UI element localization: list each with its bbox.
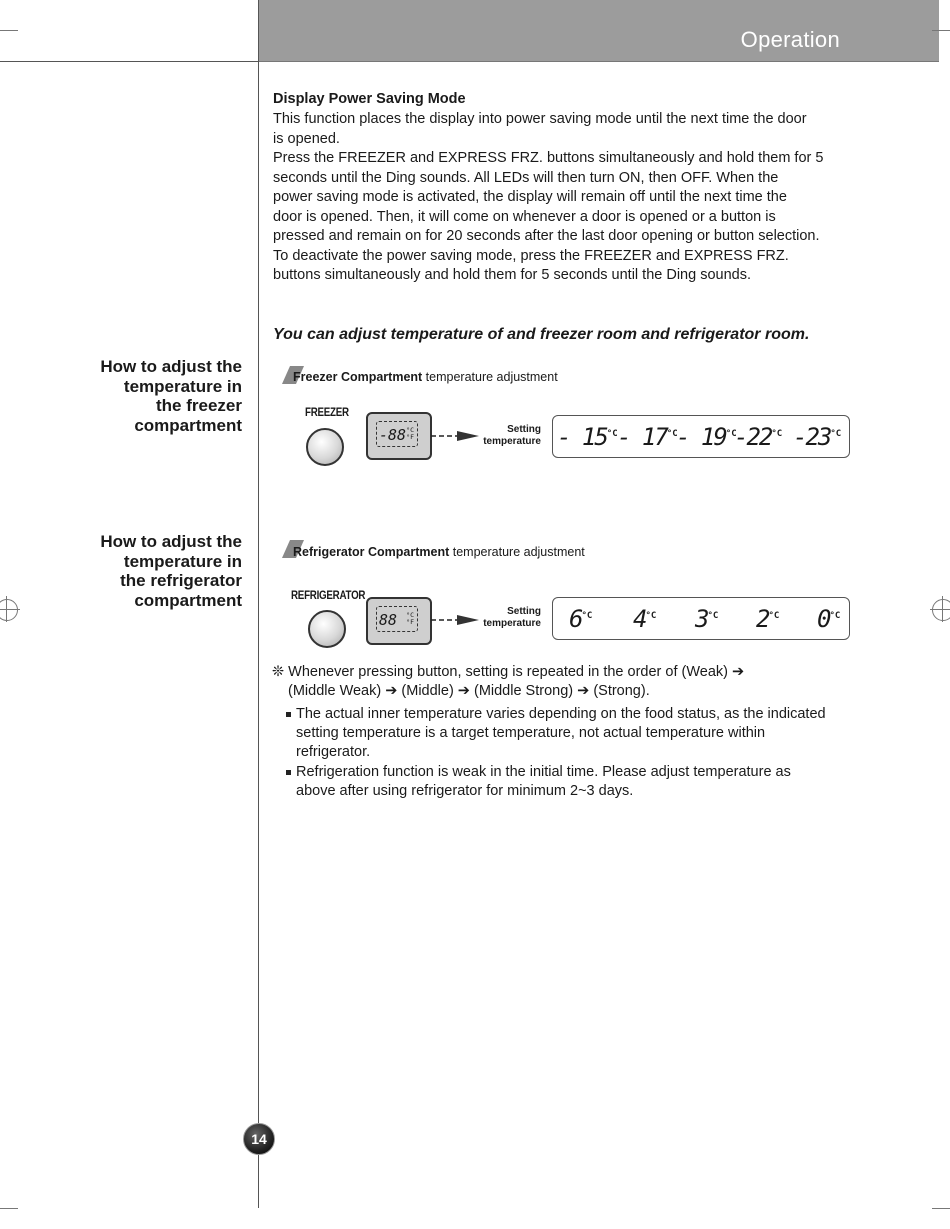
side-heading-line: the freezer <box>156 396 242 415</box>
freezer-title-bold: Freezer Compartment <box>293 370 423 384</box>
temp-value: $-23^{^\circ C}$ <box>793 423 842 451</box>
refrigerator-compartment-title <box>293 545 585 559</box>
temp-value: - $15^{^\circ C}$ <box>557 423 618 451</box>
refrigerator-button[interactable] <box>308 610 346 648</box>
freezer-compartment-title <box>293 370 558 384</box>
refrigerator-button-label: REFRIGERATOR <box>291 590 366 602</box>
section-heading-power-saving: Display Power Saving Mode <box>273 91 466 107</box>
registration-line-left <box>0 609 20 610</box>
temp-value: $4^{^\circ C}$ <box>633 605 657 633</box>
lcd-unit-fahrenheit: °F <box>406 433 414 441</box>
temp-value: $6^{^\circ C}$ <box>569 605 593 633</box>
crop-mark <box>0 1208 18 1209</box>
bullet-marker <box>286 770 291 775</box>
top-rule-left <box>0 61 259 62</box>
crop-mark <box>932 1208 950 1209</box>
freezer-button-label: FREEZER <box>305 407 349 419</box>
registration-line-right <box>930 609 950 610</box>
power-saving-paragraph <box>273 110 843 286</box>
temp-value: - $19^{^\circ C}$ <box>676 423 737 451</box>
arrow-icon <box>431 612 481 628</box>
temp-value: $0^{^\circ C}$ <box>817 605 841 633</box>
bullet-item <box>287 705 827 762</box>
registration-mark-left <box>0 599 18 621</box>
refrigerator-title-rest: temperature adjustment <box>449 545 585 559</box>
note-line-1: ❊ Whenever pressing button, setting is repeated in the order of (Weak) ➔ <box>272 664 745 680</box>
lcd-unit-celsius: °C <box>406 426 414 434</box>
setting-label-line: Setting <box>507 606 541 617</box>
side-heading-line: compartment <box>134 415 242 435</box>
paragraph-line: power saving mode is activated, the display will remain off until the next time the <box>273 189 787 205</box>
refrigerator-temperature-sequence <box>552 597 850 640</box>
lcd-digits: 88 <box>379 611 398 629</box>
bullet-item <box>287 763 827 801</box>
column-divider <box>258 0 259 1208</box>
top-rule-right <box>259 61 939 62</box>
side-heading-line: How to adjust the <box>100 357 242 376</box>
temp-value: $-22^{^\circ C}$ <box>734 423 783 451</box>
adjust-temperature-heading: You can adjust temperature of and freezer room and refrigerator room. <box>273 326 810 343</box>
refrigerator-title-bold: Refrigerator Compartment <box>293 545 450 559</box>
arrow-icon <box>431 428 481 444</box>
registration-line-right <box>942 596 943 622</box>
bullet-marker <box>286 712 291 717</box>
setting-label-line: Setting <box>507 424 541 435</box>
side-heading-line: How to adjust the <box>100 532 242 551</box>
freezer-temperature-sequence <box>552 415 850 458</box>
lcd-inner <box>376 606 418 632</box>
side-heading-line: temperature in <box>123 376 242 396</box>
temp-value: $2^{^\circ C}$ <box>756 605 780 633</box>
crop-mark <box>0 30 18 31</box>
paragraph-line: is opened. <box>273 130 340 147</box>
crop-mark <box>932 30 950 31</box>
temp-value: - $17^{^\circ C}$ <box>617 423 678 451</box>
side-heading-refrigerator <box>22 532 242 610</box>
freezer-lcd-display <box>366 412 432 460</box>
lcd-unit-celsius: °C <box>406 611 414 619</box>
side-heading-line: compartment <box>134 590 242 610</box>
bullet-text: Refrigeration function is weak in the initial time. Please adjust temperature as above after using refrigerator for minimum 2~3 days. <box>296 764 791 799</box>
registration-line-left <box>6 596 7 622</box>
lcd-unit-fahrenheit: °F <box>406 618 414 626</box>
side-heading-line: temperature in <box>123 551 242 571</box>
paragraph-line: This function places the display into power saving mode until the next time the door <box>273 111 807 127</box>
paragraph-line: Press the FREEZER and EXPRESS FRZ. buttons simultaneously and hold them for 5 <box>273 150 824 166</box>
setting-label-line: temperature <box>483 618 541 629</box>
paragraph-line: seconds until the Ding sounds. All LEDs will then turn ON, then OFF. When the <box>273 169 779 186</box>
side-heading-freezer <box>22 357 242 435</box>
paragraph-line: pressed and remain on for 20 seconds after the last door opening or button selection. <box>273 228 820 244</box>
setting-label-line: temperature <box>483 436 541 447</box>
temp-value: $3^{^\circ C}$ <box>695 605 719 633</box>
lcd-digits: -88 <box>379 426 407 444</box>
paragraph-line: buttons simultaneously and hold them for 5 seconds until the Ding sounds. <box>273 267 751 283</box>
paragraph-line: door is opened. Then, it will come on whenever a door is opened or a button is <box>273 208 776 225</box>
bullet-text: The actual inner temperature varies depending on the food status, as the indicated setting temperature is a target temperature, not actual temperature within refrigerator. <box>296 706 826 760</box>
paragraph-line: To deactivate the power saving mode, press the FREEZER and EXPRESS FRZ. <box>273 247 789 264</box>
setting-temperature-label <box>483 606 541 630</box>
freezer-button[interactable] <box>306 428 344 466</box>
setting-temperature-label <box>483 424 541 448</box>
page-number: 14 <box>243 1123 275 1155</box>
side-heading-line: the refrigerator <box>120 571 242 590</box>
refrigerator-lcd-display <box>366 597 432 645</box>
registration-mark-right <box>932 599 950 621</box>
note-line-2: (Middle Weak) ➔ (Middle) ➔ (Middle Strong) ➔ (Strong). <box>288 683 650 699</box>
freezer-title-rest: temperature adjustment <box>422 370 558 384</box>
page-title: Operation <box>740 27 840 52</box>
lcd-inner <box>376 421 418 447</box>
